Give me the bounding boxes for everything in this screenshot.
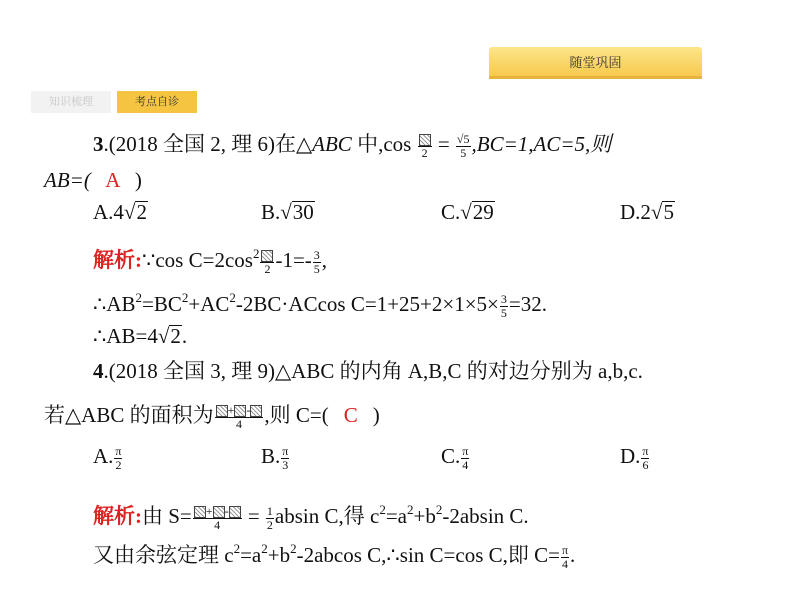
q3-answer: A	[105, 168, 121, 192]
q4-number: 4	[93, 359, 104, 383]
q3-cos-value-frac: $\frac{√5}{5}$	[456, 131, 470, 160]
tab-self-test[interactable]: 考点自诊	[117, 91, 197, 113]
q4-option-b[interactable]: B. $\frac{\pi}{3}$	[261, 443, 289, 472]
q4-options	[93, 443, 793, 475]
q3-option-d[interactable]: D.2√5	[620, 200, 674, 224]
triangle-icon: △	[65, 403, 82, 427]
q4-option-a[interactable]: A. $\frac{\pi}{2}$	[93, 443, 122, 472]
q3-stem: 3.(2018 全国 2, 理 6)在△ABC 中,cos 2 = $\frac{√5}{5}$ ,BC=1,AC=5,则	[93, 131, 612, 160]
q3-option-c[interactable]: C.√29	[441, 200, 494, 224]
q3-half-angle-frac: 2	[418, 133, 432, 160]
q4-answer: C	[343, 403, 358, 427]
q4-solution-line1: 解析:由 S= $\frac{+ -}{4}$ = $\frac{1}{2}$ absin C,得 $c^2=a^2+b^2-2absin$ C.	[93, 502, 529, 532]
q3-option-b[interactable]: B.√30	[261, 200, 314, 224]
placeholder-glyph-icon	[261, 250, 273, 262]
q4-area-frac: $\frac{+ -}{4}$	[215, 404, 264, 431]
solution-label: 解析:	[93, 504, 142, 528]
tab-knowledge-review[interactable]: 知识梳理	[31, 91, 111, 113]
q3-option-a[interactable]: A.4√2	[93, 200, 147, 224]
q3-solution-line3: ∴AB=4√2.	[93, 324, 188, 348]
triangle-icon: △	[296, 132, 313, 156]
q4-option-d[interactable]: D. $\frac{\pi}{6}$	[620, 443, 649, 472]
q3-solution-line2: $\therefore AB^2=BC^2+AC^2-2BC\cdot ACcos$ C=1+25+2×1×5× $\frac{3}{5}$ =32.	[93, 290, 547, 320]
q4-stem: 4.(2018 全国 3, 理 9)△ABC 的内角 A,B,C 的对边分别为 a,b,c.	[93, 359, 643, 383]
section-tab-underline	[489, 76, 702, 79]
section-tab[interactable]: 随堂巩固	[489, 47, 702, 77]
placeholder-glyph-icon	[419, 134, 431, 146]
q4-option-c[interactable]: C. $\frac{\pi}{4}$	[441, 443, 469, 472]
q3-solution-line1: 解析:∵cos $C=2\cos^2$ 2 -1=- $\frac{3}{5}$ ,	[93, 246, 328, 276]
q4-solution-line2: 又由余弦定理 $c^2=a^2+b^2-2abcos$ C,∴sin C=cos C,即 C= $\frac{\pi}{4}$ .	[93, 541, 576, 571]
q4-stem-2: 若△ABC 的面积为 $\frac{+ -}{4}$ ,则 C=( C )	[44, 402, 380, 431]
solution-label: 解析:	[93, 248, 142, 272]
q3-options	[93, 199, 793, 225]
triangle-icon: △	[275, 359, 292, 383]
q3-ask: AB=( A )	[44, 168, 142, 192]
q3-number: 3	[93, 132, 104, 156]
